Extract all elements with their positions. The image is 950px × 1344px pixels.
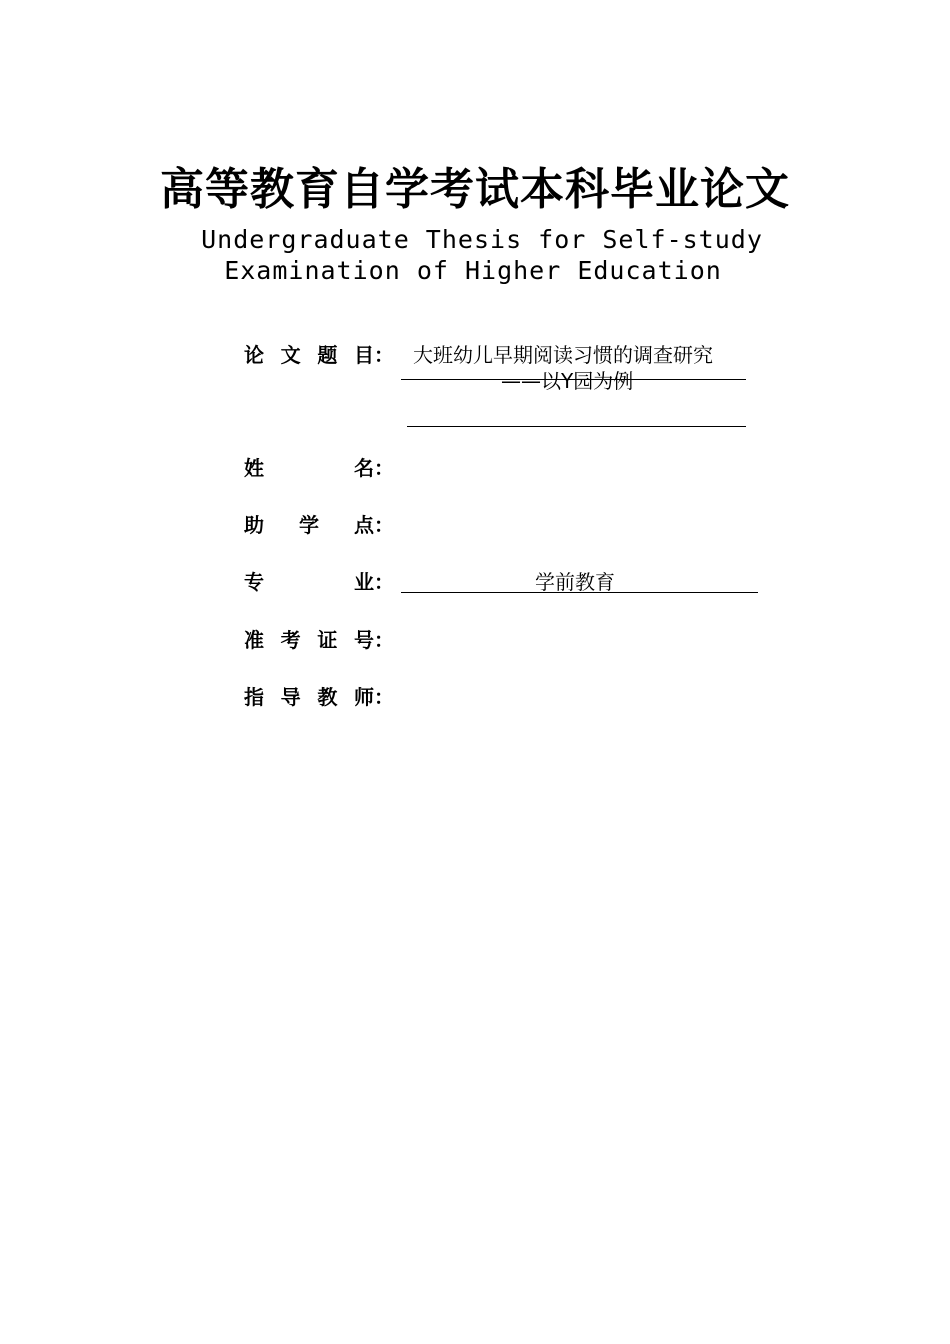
major-value: 学前教育 bbox=[535, 570, 615, 594]
cover-subtitle-line1: Undergraduate Thesis for Self-study bbox=[201, 225, 763, 254]
major-underline bbox=[401, 592, 758, 593]
exam-number-label: 准 考 证 号： bbox=[244, 628, 394, 652]
thesis-title-underline2 bbox=[407, 426, 746, 427]
cover-subtitle-line2: Examination of Higher Education bbox=[224, 256, 722, 285]
thesis-title-label: 论 文 题 目： bbox=[244, 343, 394, 367]
major-label: 专 业： bbox=[244, 570, 394, 594]
thesis-title-value-line1: 大班幼儿早期阅读习惯的调查研究 bbox=[413, 343, 713, 367]
cover-title: 高等教育自学考试本科毕业论文 bbox=[160, 164, 790, 215]
thesis-title-value-line2: ——以Y园为例 bbox=[501, 369, 634, 393]
name-label: 姓 名： bbox=[244, 456, 394, 480]
study-center-label: 助 学 点： bbox=[244, 513, 394, 537]
advisor-label: 指 导 教 师： bbox=[244, 685, 394, 709]
